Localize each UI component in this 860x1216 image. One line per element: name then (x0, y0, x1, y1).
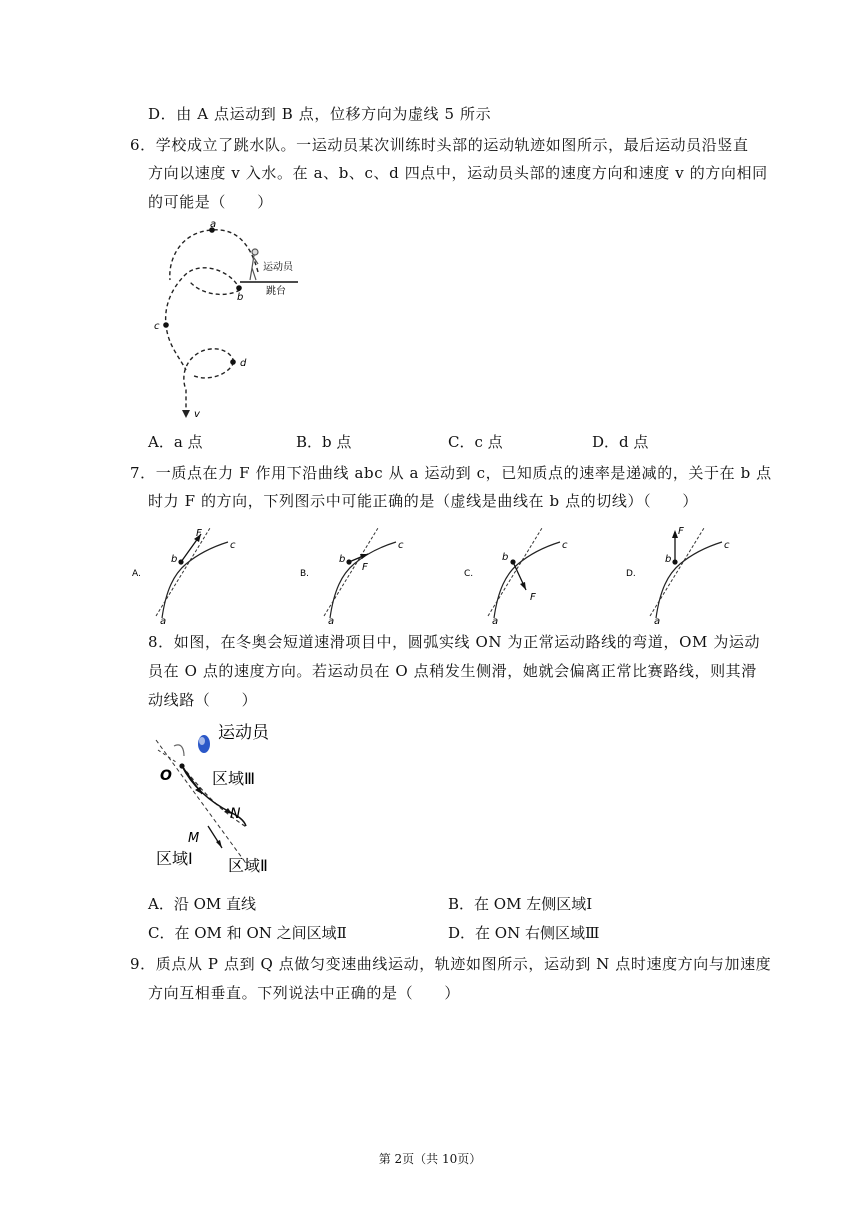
q6-option-d[interactable]: D．d 点 (592, 433, 649, 451)
q6-stem-line-1: 6．学校成立了跳水队。一运动员某次训练时头部的运动轨迹如图所示，最后运动员沿竖直 (130, 136, 749, 154)
q7-stem-line-2: 时力 F 的方向，下列图示中可能正确的是（虚线是曲线在 b 点的切线）（ ） (148, 492, 698, 510)
q6-diver-trajectory-figure (140, 220, 320, 425)
q7-figure-a-option-label: A. (132, 569, 141, 579)
q8-label-region-iii: 区域Ⅲ (212, 769, 256, 788)
q7-figure-d-label-c: c (724, 540, 730, 551)
q6-stem-line-3: 的可能是（ ） (148, 193, 273, 211)
q7-figure-c-label-f: F (530, 592, 536, 603)
q7-figure-b-label-a: a (328, 616, 335, 624)
skater-icon (198, 735, 210, 753)
q7-figure-d[interactable] (622, 520, 750, 624)
q7-figure-c[interactable] (460, 520, 588, 624)
q8-stem-line-1: 8．如图，在冬奥会短道速滑项目中，圆弧实线 ON 为正常运动路线的弯道，OM 为运动 (148, 633, 761, 651)
q8-label-skater: 运动员 (218, 723, 269, 743)
q6-point-d (230, 359, 236, 365)
q7-figure-d-label-a: a (654, 616, 661, 624)
q6-label-a: a (210, 220, 217, 230)
q7-figure-c-option-label: C. (464, 569, 474, 579)
q5-option-d: D．由 A 点运动到 B 点，位移方向为虚线 5 所示 (148, 105, 492, 123)
q7-figure-b[interactable] (296, 520, 424, 624)
diver-icon (250, 249, 258, 280)
q8-option-a[interactable]: A．沿 OM 直线 (148, 895, 257, 913)
q7-figure-d-option-label: D. (626, 569, 636, 579)
page-footer: 第 2页（共 10页） (378, 1152, 482, 1166)
q7-figure-b-label-b: b (339, 554, 346, 565)
q7-figure-a-label-c: c (230, 540, 236, 551)
q7-figure-a[interactable] (128, 520, 256, 624)
q6-stem-line-2: 方向以速度 v 入水。在 a、b、c、d 四点中，运动员头部的速度方向和速度 v 的方向相同 (148, 164, 768, 182)
q7-figure-b-label-c: c (398, 540, 404, 551)
q6-label-b: b (237, 292, 244, 303)
q8-option-d[interactable]: D．在 ON 右侧区域Ⅲ (448, 924, 600, 942)
q9-stem-line-2: 方向互相垂直。下列说法中正确的是（ ） (148, 984, 461, 1002)
q7-figure-c-label-c: c (562, 540, 568, 551)
q8-label-m: M (188, 831, 200, 846)
q8-stem-line-3: 动线路（ ） (148, 691, 258, 709)
q8-label-region-i: 区域Ⅰ (156, 849, 193, 868)
q6-point-c (163, 322, 169, 328)
q6-option-a[interactable]: A．a 点 (148, 433, 203, 451)
q8-speed-skating-figure (148, 716, 288, 878)
q7-figure-d-label-f: F (678, 526, 684, 537)
q7-figure-a-label-a: a (160, 616, 167, 624)
q8-option-c[interactable]: C．在 OM 和 ON 之间区域Ⅱ (148, 924, 347, 942)
q8-label-region-ii: 区域Ⅱ (228, 856, 268, 875)
q7-figure-b-label-f: F (362, 562, 368, 573)
q7-figure-b-option-label: B. (300, 569, 310, 579)
q6-point-b (236, 285, 242, 291)
q6-label-diver: 运动员 (263, 262, 293, 273)
q6-label-platform: 跳台 (266, 286, 286, 297)
q7-figure-c-label-b: b (502, 552, 509, 563)
q8-label-n: N (230, 806, 241, 822)
q9-stem-line-1: 9．质点从 P 点到 Q 点做匀变速曲线运动，轨迹如图所示，运动到 N 点时速度方向与加速度 (130, 955, 772, 973)
q7-figure-a-label-f: F (196, 528, 202, 539)
q7-figure-a-label-b: b (171, 554, 178, 565)
q6-label-d: d (240, 358, 247, 369)
q6-option-c[interactable]: C．c 点 (448, 433, 503, 451)
q7-figure-d-label-b: b (665, 554, 672, 565)
q6-option-b[interactable]: B．b 点 (296, 433, 352, 451)
q7-figure-c-label-a: a (492, 616, 499, 624)
q8-stem-line-2: 员在 O 点的速度方向。若运动员在 O 点稍发生侧滑，她就会偏离正常比赛路线，则其滑 (148, 662, 757, 680)
q7-stem-line-1: 7．一质点在力 F 作用下沿曲线 abc 从 a 运动到 c，已知质点的速率是递减的，关于在 b 点 (130, 464, 772, 482)
q8-label-o: O (160, 768, 172, 784)
q6-label-c: c (154, 321, 160, 332)
q6-label-v: v (194, 409, 200, 420)
q8-option-b[interactable]: B．在 OM 左侧区域Ⅰ (448, 895, 593, 913)
